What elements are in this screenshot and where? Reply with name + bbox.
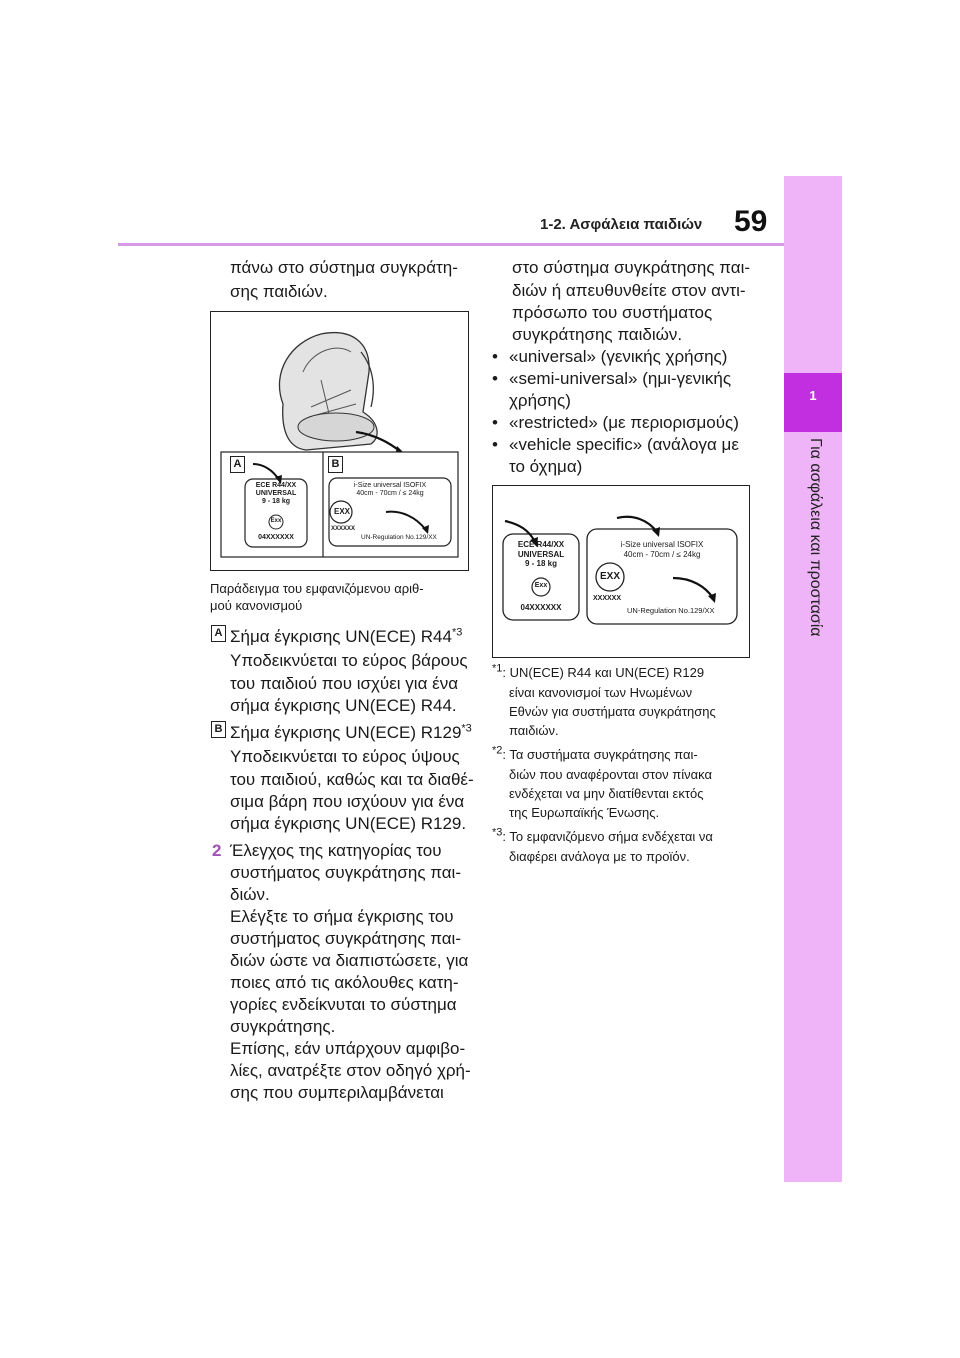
footnote-2 <box>492 746 698 764</box>
footnote-2-line-1: : Τα συστήματα συγκράτησης παι- <box>502 747 698 762</box>
ece-line-1: ECE R44/XX <box>255 482 297 489</box>
bullet-item-cont: το όχημα) <box>509 457 583 476</box>
item-b-line-2: του παιδιού, καθώς και τα διαθέ- <box>230 770 474 789</box>
isize-reg: UN-Regulation No.129/XX <box>361 534 437 541</box>
isize2-code: XXXXXX <box>593 595 622 602</box>
item-a-line-1: Υποδεικνύεται το εύρος βάρους <box>230 651 468 670</box>
footnote-1-mark: *1 <box>492 662 503 675</box>
bullet-item: «vehicle specific» (ανάλογα με <box>509 435 739 454</box>
bullet-item: «semi-universal» (ημι-γενικής <box>509 369 732 388</box>
item-b-sup: *3 <box>461 722 472 735</box>
item-a-line-3: σήμα έγκρισης UN(ECE) R44. <box>230 696 457 715</box>
isize2-line-1: i-Size universal ISOFIX <box>620 540 704 549</box>
isize-code: XXXXXX <box>331 526 356 532</box>
bullet-item-cont: χρήσης) <box>509 391 571 410</box>
item-b-line-4: σήμα έγκρισης UN(ECE) R129. <box>230 814 467 833</box>
figure-caption-line-2: μού κανονισμού <box>210 598 303 613</box>
ece-code: 04XXXXXX <box>258 534 294 541</box>
footnote-2-line-2: διών που αναφέρονται στον πίνακα <box>509 767 713 782</box>
isize-label-text <box>331 482 449 498</box>
footnote-1-line-4: παιδιών. <box>509 723 559 738</box>
isize-label-text-2 <box>589 540 735 559</box>
footnote-2-line-3: ενδέχεται να μην διατίθενται εκτός <box>509 786 704 801</box>
step-line-6: διών ώστε να διαπιστώσετε, για <box>230 951 469 970</box>
bullet-dot: • <box>492 413 498 432</box>
footnote-1-line-3: Εθνών για συστήματα συγκράτησης <box>509 704 716 719</box>
figure-approval-labels <box>492 485 750 658</box>
figure-caption-line-1: Παράδειγμα του εμφανιζόμενου αριθ- <box>210 581 424 596</box>
isize-line-1: i-Size universal ISOFIX <box>353 482 427 489</box>
item-a-sup: *3 <box>451 626 463 639</box>
bullet-item: «universal» (γενικής χρήσης) <box>509 347 728 366</box>
footnote-3 <box>492 828 713 846</box>
cont-line-4: συγκράτησης παιδιών. <box>512 325 683 344</box>
intro-line-2: σης παιδιών. <box>230 282 328 301</box>
ece2-line-3: 9 - 18 kg <box>524 559 557 568</box>
bullet-dot: • <box>492 369 498 388</box>
ece-label-text-2 <box>505 540 577 569</box>
cont-line-2: διών ή απευθυνθείτε στον αντι- <box>512 281 746 300</box>
cont-line-3: πρόσωπο του συστήματος <box>512 303 713 322</box>
step-line-1: Έλεγχος της κατηγορίας του <box>230 841 442 860</box>
step-line-7: ποιες από τις ακόλουθες κατη- <box>230 973 459 992</box>
isize2-line-2: 40cm - 70cm / ≤ 24kg <box>623 549 701 559</box>
step-line-10: Επίσης, εάν υπάρχουν αμφιβο- <box>230 1039 466 1058</box>
item-a-line-2: του παιδιού που ισχύει για ένα <box>230 674 459 693</box>
step-number: 2 <box>212 841 222 860</box>
item-b-marker: B <box>211 721 226 738</box>
chapter-title: Για ασφάλεια και προστασία <box>807 438 824 637</box>
ece2-mark: Exx <box>534 582 548 589</box>
footnote-1-line-2: είναι κανονισμοί των Ηνωμένων <box>509 685 693 700</box>
intro-line-1: πάνω στο σύστημα συγκράτη- <box>230 258 458 277</box>
step-line-8: γορίες ενδείκνυται το σύστημα <box>230 995 457 1014</box>
footnote-1-line-1: : UN(ECE) R44 και UN(ECE) R129 <box>502 665 705 680</box>
footnote-2-mark: *2 <box>492 744 503 757</box>
cont-line-1: στο σύστημα συγκράτησης παι- <box>512 258 751 277</box>
isize-mark: EXX <box>333 507 350 516</box>
isize2-mark: EXX <box>599 571 620 582</box>
ece2-line-2: UNIVERSAL <box>517 549 565 559</box>
step-line-11: λίες, ανατρέξτε στον οδηγό χρή- <box>230 1061 471 1080</box>
item-a-marker: A <box>211 625 226 642</box>
bullet-dot: • <box>492 435 498 454</box>
ece2-line-1: ECE R44/XX <box>517 540 565 549</box>
footnote-1 <box>492 664 704 682</box>
bullet-dot: • <box>492 347 498 366</box>
marker-b: B <box>328 456 343 473</box>
footnote-3-line-2: διαφέρει ανάλογα με το προϊόν. <box>509 849 690 864</box>
isize2-reg: UN-Regulation No.129/XX <box>627 606 715 615</box>
item-b-line-3: σιμα βάρη που ισχύουν για ένα <box>230 792 465 811</box>
step-line-3: διών. <box>230 885 270 904</box>
item-a-title-text: Σήμα έγκρισης UN(ECE) R44 <box>230 627 452 646</box>
step-line-12: σης που συμπεριλαμβάνεται <box>230 1083 444 1102</box>
step-line-9: συγκράτησης. <box>230 1017 336 1036</box>
item-b-title <box>230 722 472 744</box>
step-line-4: Ελέγξτε το σήμα έγκρισης του <box>230 907 454 926</box>
step-line-5: συστήματος συγκράτησης παι- <box>230 929 461 948</box>
ece-label-text <box>245 482 307 506</box>
ece-mark: Exx <box>270 518 282 524</box>
header-divider <box>118 243 784 246</box>
footnote-3-line-1: : Το εμφανιζόμενο σήμα ενδέχεται να <box>502 829 713 844</box>
item-b-title-text: Σήμα έγκρισης UN(ECE) R129 <box>230 723 462 742</box>
ece-line-2: UNIVERSAL <box>255 490 297 497</box>
ece2-code: 04XXXXXX <box>520 603 562 612</box>
isize-line-2: 40cm - 70cm / ≤ 24kg <box>356 490 424 497</box>
footnote-2-line-4: της Ευρωπαϊκής Ένωσης. <box>509 805 660 820</box>
figure-seat-illustration <box>210 311 469 571</box>
page-number: 59 <box>734 205 768 238</box>
bullet-item: «restricted» (με περιορισμούς) <box>509 413 739 432</box>
step-line-2: συστήματος συγκράτησης παι- <box>230 863 461 882</box>
item-a-title <box>230 626 462 648</box>
ece-line-3: 9 - 18 kg <box>261 498 290 505</box>
chapter-number: 1 <box>809 388 817 403</box>
chapter-side-tab <box>784 176 842 1182</box>
footnote-3-mark: *3 <box>492 826 503 839</box>
marker-a: A <box>230 456 245 473</box>
item-b-line-1: Υποδεικνύεται το εύρος ύψους <box>230 747 460 766</box>
section-title: 1-2. Ασφάλεια παιδιών <box>540 216 703 233</box>
